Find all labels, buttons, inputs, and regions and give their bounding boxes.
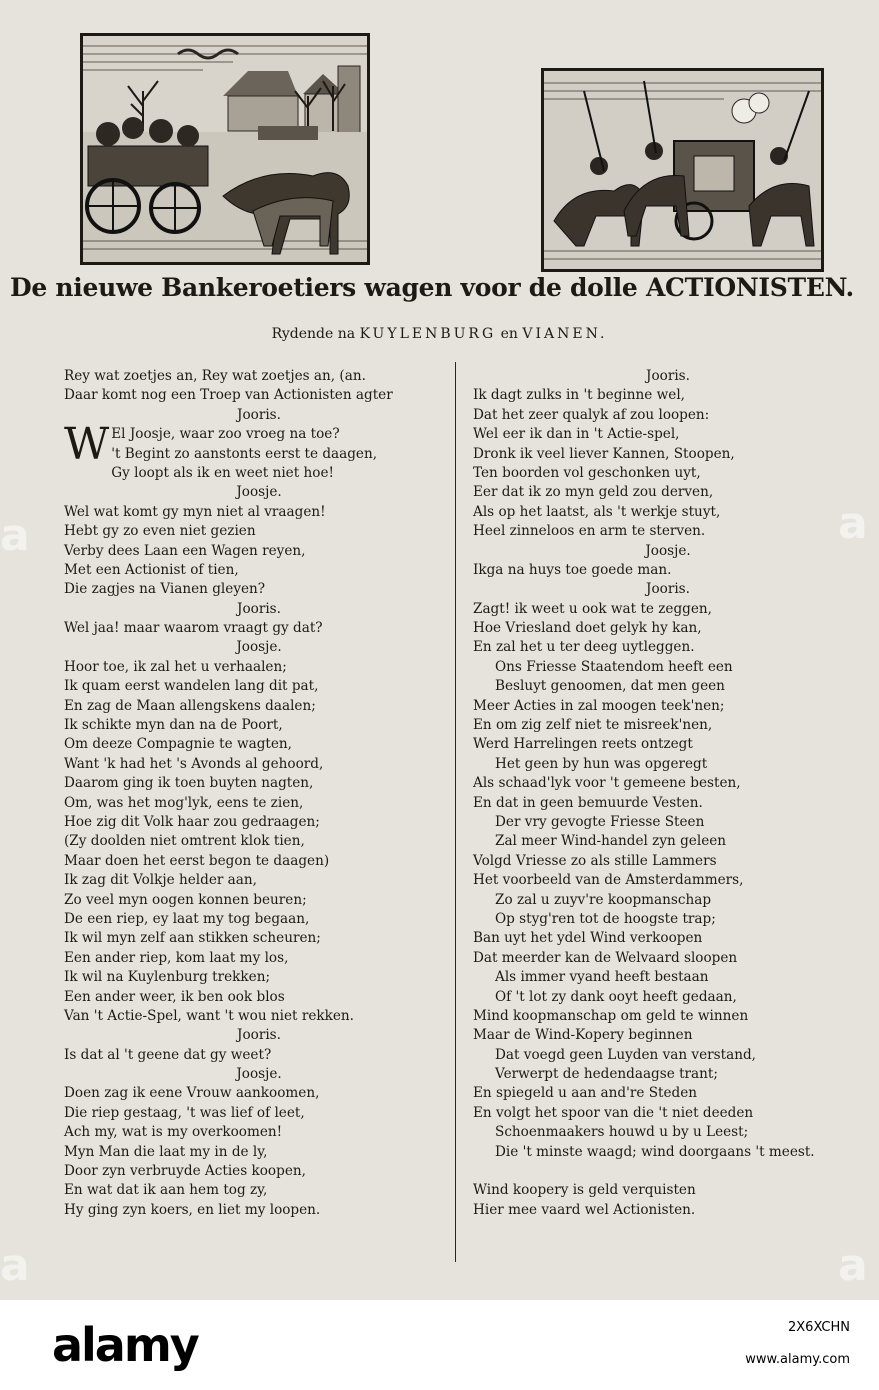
poem-line: En zal het u ter deeg uytleggen.	[473, 639, 695, 656]
speaker-label: Jooris.	[237, 600, 281, 617]
poem-line: Daar komt nog een Troep van Actionisten agter	[64, 387, 393, 404]
speaker-label: Jooris.	[646, 368, 690, 384]
poem-line: Hoe Vriesland doet gelyk hy kan,	[473, 620, 702, 637]
poem-line: Die riep gestaag, 't was lief of leet,	[64, 1104, 305, 1121]
poem-line: (Zy doolden niet omtrent klok tien,	[64, 833, 305, 850]
poem-line: En volgt het spoor van die 't niet deeden	[473, 1104, 754, 1121]
poem-line: Als op het laatst, als 't werkje stuyt,	[473, 503, 721, 520]
poem-line: Myn Man die laat my in de ly,	[64, 1143, 268, 1160]
poem-line: Zo zal u zuyv're koopmanschap	[495, 891, 712, 908]
poem-line: Ik zag dit Volkje helder aan,	[64, 872, 257, 889]
poem-line: Ik quam eerst wandelen lang dit pat,	[64, 678, 319, 695]
poem-line: Het geen by hun was opgeregt	[495, 755, 708, 772]
watermark-mark: a	[0, 510, 30, 561]
poem-line: Heel zinneloos en arm te sterven.	[473, 523, 706, 540]
poem-line: Door zyn verbruyde Acties koopen,	[64, 1163, 306, 1180]
poem-line: Wel wat komt gy myn niet al vraagen!	[64, 503, 326, 520]
poem-line: Om, was het mog'lyk, eens te zien,	[64, 794, 304, 811]
poem-line: Die 't minste waagd; wind doorgaans 't meest.	[495, 1143, 815, 1160]
watermark-mark: a	[0, 1240, 30, 1291]
poem-line: Schoenmaakers houwd u by u Leest;	[495, 1124, 749, 1141]
poem-line: Dronk ik veel liever Kannen, Stoopen,	[473, 445, 735, 462]
poem-line: Zo veel myn oogen konnen beuren;	[64, 891, 307, 908]
speaker-label: Joosje.	[236, 1066, 282, 1083]
speaker-label: Jooris.	[646, 581, 690, 598]
poem-line: En wat dat ik aan hem tog zy,	[64, 1182, 268, 1199]
watermark-mark: a	[838, 498, 868, 549]
poem-line: Met een Actionist of tien,	[64, 561, 239, 578]
poem-line: En spiegeld u aan and're Steden	[473, 1085, 698, 1102]
column-divider	[455, 362, 456, 1262]
poem-line: Rey wat zoetjes an, Rey wat zoetjes an, (an.	[64, 368, 366, 384]
poem-line: Als immer vyand heeft bestaan	[495, 969, 709, 986]
poem-line: Verby dees Laan een Wagen reyen,	[64, 542, 306, 559]
poem-line: Maar de Wind-Kopery beginnen	[473, 1027, 693, 1044]
poem-line: Zal meer Wind-handel zyn geleen	[495, 833, 727, 850]
poem-line: Ik wil na Kuylenburg trekken;	[64, 969, 271, 986]
right-poem-column	[473, 367, 863, 1220]
poem-line: Dat meerder kan de Welvaard sloopen	[473, 949, 738, 966]
poem-line: Ikga na huys toe goede man.	[473, 561, 672, 578]
poem-line: Hoe zig dit Volk haar zou gedraagen;	[64, 813, 320, 830]
poem-line: Wind koopery is geld verquisten	[473, 1182, 696, 1199]
poem-line: En zag de Maan allengskens daalen;	[64, 697, 316, 714]
speaker-label: Jooris.	[237, 406, 281, 423]
poem-line: Besluyt genoomen, dat men geen	[495, 678, 725, 695]
poem-line: Hier mee vaard wel Actionisten.	[473, 1201, 696, 1218]
speaker-label: Joosje.	[236, 639, 282, 656]
poem-line: Der vry gevogte Friesse Steen	[495, 813, 705, 830]
poem-line: Ten boorden vol geschonken uyt,	[473, 464, 701, 481]
poem-line: Ik schikte myn dan na de Poort,	[64, 717, 283, 734]
subtitle-place-2: VIANEN.	[522, 326, 608, 342]
poem-line: Ban uyt het ydel Wind verkoopen	[473, 930, 703, 947]
subtitle-conjunction: en	[500, 326, 518, 342]
drop-cap: W	[64, 419, 110, 471]
poem-line: Om deeze Compagnie te wagten,	[64, 736, 292, 753]
stock-url: www.alamy.com	[745, 1352, 850, 1367]
poem-line: W El Joosje, waar zoo vroeg na toe?	[64, 419, 340, 471]
poem-line: Hoor toe, ik zal het u verhaalen;	[64, 658, 287, 675]
poem-line: Of 't lot zy dank ooyt heeft gedaan,	[495, 988, 737, 1005]
subtitle-prefix: Rydende na	[271, 326, 356, 342]
sheet-title: De nieuwe Bankeroetiers wagen voor de dolle ACTIONISTEN.	[10, 273, 854, 302]
poem-line: Verwerpt de hedendaagse trant;	[495, 1066, 718, 1083]
poem-line: Ik wil myn zelf aan stikken scheuren;	[64, 930, 321, 947]
poem-line: En om zig zelf niet te misreek'nen,	[473, 717, 713, 734]
poem-line: Meer Acties in zal moogen teek'nen;	[473, 697, 725, 714]
poem-line: Ach my, wat is my overkoomen!	[64, 1124, 283, 1141]
poem-line: Ik dagt zulks in 't beginne wel,	[473, 387, 685, 404]
sheet-subtitle	[0, 326, 879, 342]
watermark-mark: a	[838, 1240, 868, 1291]
poem-line: 't Begint zo aanstonts eerst te daagen,	[111, 445, 378, 462]
poem-line: Dat het zeer qualyk af zou loopen:	[473, 406, 710, 423]
poem-line: Als schaad'lyk voor 't gemeene besten,	[473, 775, 741, 792]
poem-line: Hebt gy zo even niet gezien	[64, 523, 256, 540]
poem-line: Doen zag ik eene Vrouw aankoomen,	[64, 1085, 320, 1102]
stock-logo: alamy	[52, 1318, 198, 1372]
poem-line: En dat in geen bemuurde Vesten.	[473, 794, 703, 811]
stock-image-id: 2X6XCHN	[788, 1320, 850, 1335]
poem-line: Want 'k had het 's Avonds al gehoord,	[64, 755, 324, 772]
poem-line: Van 't Actie-Spel, want 't wou niet rekken.	[64, 1007, 354, 1024]
stanza-gap	[473, 1162, 863, 1181]
speaker-label: Joosje.	[645, 542, 691, 559]
poem-line: Zagt! ik weet u ook wat te zeggen,	[473, 600, 712, 617]
poem-line: Op styg'ren tot de hoogste trap;	[495, 910, 716, 927]
poem-line: Hy ging zyn koers, en liet my loopen.	[64, 1201, 321, 1218]
poem-line: Werd Harrelingen reets ontzegt	[473, 736, 693, 753]
poem-line: Dat voegd geen Luyden van verstand,	[495, 1046, 756, 1063]
woodcut-carriage-image	[80, 33, 370, 265]
poem-line: Het voorbeeld van de Amsterdammers,	[473, 872, 744, 889]
subtitle-place-1: KUYLENBURG	[359, 326, 497, 342]
poem-line: De een riep, ey laat my tog begaan,	[64, 910, 310, 927]
poem-line: Een ander riep, kom laat my los,	[64, 949, 289, 966]
poem-line: Ons Friesse Staatendom heeft een	[495, 658, 733, 675]
poem-line: Daarom ging ik toen buyten nagten,	[64, 775, 314, 792]
poem-line: Wel eer ik dan in 't Actie-spel,	[473, 426, 680, 443]
left-poem-column	[64, 367, 454, 1220]
poem-line: Maar doen het eerst begon te daagen)	[64, 852, 330, 869]
poem-line: Die zagjes na Vianen gleyen?	[64, 581, 266, 598]
speaker-label: Joosje.	[236, 484, 282, 501]
speaker-label: Jooris.	[237, 1027, 281, 1044]
poem-line: Is dat al 't geene dat gy weet?	[64, 1046, 272, 1063]
poem-line: Een ander weer, ik ben ook blos	[64, 988, 285, 1005]
poem-line: Mind koopmanschap om geld te winnen	[473, 1007, 749, 1024]
poem-line: Gy loopt als ik en weet niet hoe!	[111, 464, 334, 481]
poem-line: Volgd Vriesse zo als stille Lammers	[473, 852, 717, 869]
poem-line: Wel jaa! maar waarom vraagt gy dat?	[64, 620, 323, 637]
woodcut-riders-image	[541, 68, 824, 272]
poem-line: Eer dat ik zo myn geld zou derven,	[473, 484, 714, 501]
